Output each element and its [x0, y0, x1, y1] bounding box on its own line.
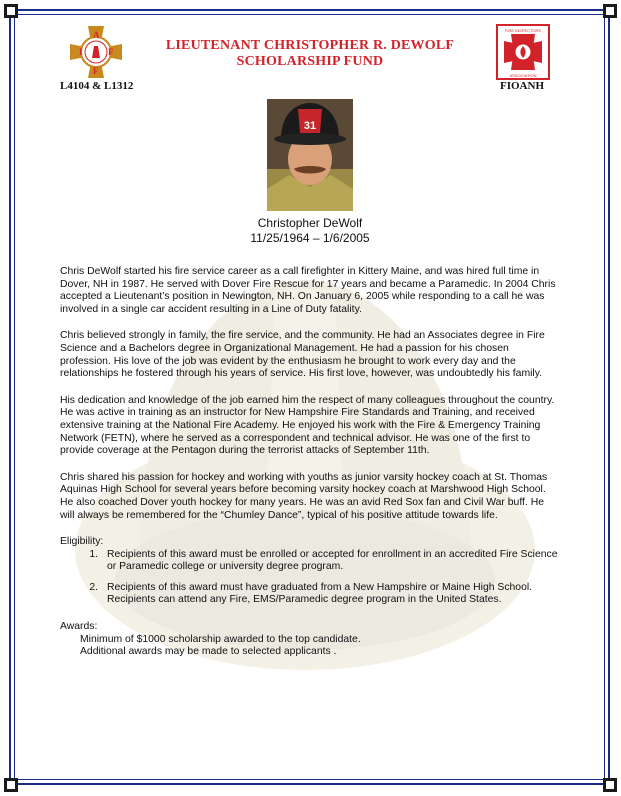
- title-line-1: LIEUTENANT CHRISTOPHER R. DEWOLF: [165, 38, 455, 53]
- logo-letter-a: A: [93, 30, 100, 40]
- page-title: [130, 38, 490, 70]
- logo-letter-f-bottom: F: [93, 66, 99, 76]
- eligibility-item: [60, 582, 558, 607]
- portrait-dates: 11/25/1964 – 1/6/2005: [250, 231, 370, 245]
- association-abbr: FIOANH: [500, 80, 544, 92]
- title-line-2: SCHOLARSHIP FUND: [236, 54, 384, 69]
- bio-paragraph: Chris believed strongly in family, the fire service, and the community. He had an Associates degree in Fire Science and a Bachelors degree in Organizational Management. He had a passion for his chosen profession. His love of the job was evident by the enthusiasm he brought to work every day and the relationships he fostered through his years of service. His first love, however, was undoubtedly his family.: [60, 330, 545, 380]
- helmet-number: 31: [303, 120, 317, 132]
- frame-corner-top-right: [603, 4, 617, 18]
- bio-paragraph: Chris shared his passion for hockey and working with youths as junior varsity hockey coach at St. Thomas Aquinas High School for several years before becoming varsity hockey coach at Marshwood High School. He also coached Dover youth hockey for many years. He was an avid Red Sox fan and Civil War buff. He will always be remembered for the “Chumley Dance”, typical of his positive attitude towards life.: [60, 471, 548, 521]
- logo-letter-i: I: [79, 47, 83, 57]
- frame-corner-top-left: [4, 4, 18, 18]
- iaff-logo-icon: [68, 24, 124, 80]
- eligibility-item-number: 2.: [89, 581, 98, 593]
- local-code: L4104 & L1312: [60, 80, 134, 92]
- fire-inspectors-logo-icon: [496, 24, 550, 80]
- portrait-name: Christopher DeWolf: [257, 216, 363, 230]
- eligibility-item-number: 1.: [89, 548, 98, 560]
- eligibility-label: Eligibility:: [60, 536, 104, 548]
- award-line: Additional awards may be made to selected applicants .: [80, 646, 337, 658]
- bio-body: [60, 266, 558, 659]
- portrait-caption: [180, 216, 440, 246]
- logo-right-bottom-text: ASSOCIATION: [509, 73, 537, 78]
- logo-right-top-text: FIRE INSPECTORS: [504, 28, 542, 33]
- logo-letter-f-right: F: [108, 47, 114, 57]
- eligibility-item-text: Recipients of this award must have graduated from a New Hampshire or Maine High School. Recipients can attend any Fire, EMS/Paramedic degree program in the United States.: [107, 581, 533, 606]
- portrait-photo: [267, 99, 353, 211]
- awards-label: Awards:: [60, 621, 98, 633]
- eligibility-list: [60, 549, 558, 607]
- frame-corner-bottom-left: [4, 778, 18, 792]
- award-line: Minimum of $1000 scholarship awarded to the top candidate.: [80, 633, 361, 645]
- eligibility-item-text: Recipients of this award must be enrolled or accepted for enrollment in an accredited Fire Science or Paramedic college or university degree program.: [107, 548, 558, 573]
- bio-paragraph: Chris DeWolf started his fire service career as a call firefighter in Kittery Maine, and was hired full time in Dover, NH in 1987. He served with Dover Fire Rescue for 17 years and became a Paramedic. In 2004 Chris accepted a Lieutenant’s position in Newington, NH. On January 6, 2005 while responding to a call he was involved in a single car accident resulting in a Line of Duty fatality.: [60, 266, 556, 315]
- bio-paragraph: His dedication and knowledge of the job earned him the respect of many colleagues throughout the country. He was active in training as an instructor for New Hampshire Fire Standards and Training, and received extensive training at the National Fire Academy. He enjoyed his work with the Fire & Emergency Training Network (FETN), where he served as a correspondent and technical advisor. He was one of the first to provide coverage at the Pentagon during the terrorist attacks of September 11th.: [60, 394, 555, 457]
- eligibility-item: [60, 549, 558, 574]
- frame-corner-bottom-right: [603, 778, 617, 792]
